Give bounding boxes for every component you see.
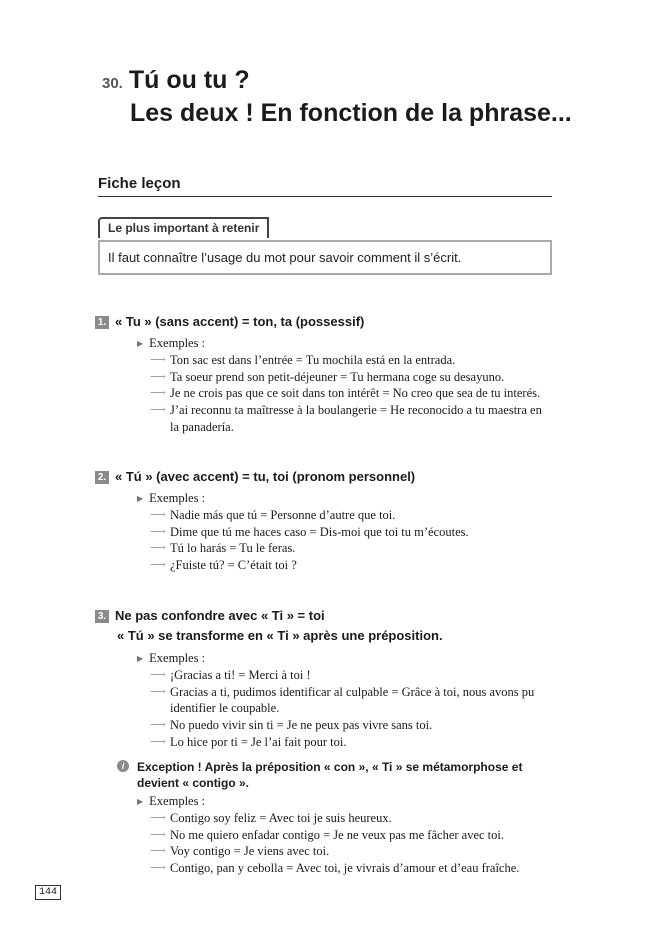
arrow-icon: ⟶ (150, 845, 166, 858)
arrow-icon: ⟶ (150, 387, 166, 400)
arrow-icon: ⟶ (150, 862, 166, 875)
list-item: ⟶ No puedo vivir sin ti = Je ne peux pas vivre sans toi. (150, 718, 433, 733)
list-item: ⟶ Contigo, pan y cebolla = Avec toi, je vivrais d’amour et d’eau fraîche. (150, 861, 520, 876)
arrow-icon: ⟶ (150, 525, 166, 538)
section-3-examples (150, 667, 570, 751)
retenir-tab: Le plus important à retenir (98, 217, 269, 238)
fiche-label: Fiche leçon (98, 175, 181, 192)
exception-note (117, 759, 557, 791)
arrow-icon: ⟶ (150, 735, 166, 748)
section-title: « Tú » (avec accent) = tu, toi (pronom personnel) (115, 469, 416, 484)
triangle-bullet-icon: ▶ (137, 797, 144, 806)
arrow-icon: ⟶ (150, 669, 166, 681)
list-item: ⟶ Lo hice por ti = Je l’ai fait pour toi. (150, 734, 347, 749)
list-item: ⟶ Voy contigo = Je viens avec toi. (150, 844, 330, 859)
retenir-box: Il faut connaître l’usage du mot pour savoir comment il s’écrit. (98, 240, 552, 275)
arrow-icon: ⟶ (150, 509, 166, 521)
section-2-examples (150, 507, 570, 574)
list-item: ⟶ No me quiero enfadar contigo = Je ne veux pas me fâcher avec toi. (150, 827, 504, 842)
triangle-bullet-icon: ▶ (137, 494, 144, 503)
section-3-subtitle: « Tú » se transforme en « Ti » après une préposition. (117, 628, 443, 643)
section-1-heading (95, 314, 364, 329)
exception-text: Exception ! Après la préposition « con », « Ti » se métamorphose et devient « contigo ». (137, 760, 523, 790)
title-line-1: Tú ou tu ? (128, 66, 250, 94)
list-item: ⟶ Je ne crois pas que ce soit dans ton intérêt = No creo que sea de tu interés. (150, 386, 541, 401)
examples-label: ▶ Exemples : (137, 651, 206, 665)
examples-label: ▶ Exemples : (137, 794, 206, 808)
arrow-icon: ⟶ (150, 719, 166, 732)
page-number: 144 (35, 885, 61, 900)
triangle-bullet-icon: ▶ (137, 654, 144, 663)
section-title: Ne pas confondre avec « Ti » = toi (115, 608, 325, 623)
examples-label: ▶ Exemples : (137, 491, 206, 505)
section-badge: 1. (95, 316, 109, 329)
arrow-icon: ⟶ (150, 559, 166, 572)
info-icon: i (117, 760, 129, 772)
section-3-heading (95, 608, 325, 623)
arrow-icon: ⟶ (150, 542, 166, 555)
list-item: ⟶ Nadie más que tú = Personne d’autre que toi. (150, 508, 396, 522)
section-1-examples (150, 352, 570, 436)
list-item: ⟶ Contigo soy feliz = Avec toi je suis heureux. (150, 811, 392, 825)
exception-examples (150, 810, 570, 877)
section-badge: 2. (95, 471, 109, 484)
section-badge: 3. (95, 610, 109, 623)
arrow-icon: ⟶ (150, 685, 166, 698)
section-2-heading (95, 469, 415, 484)
title-line-2: Les deux ! En fonction de la phrase... (130, 99, 572, 127)
list-item: ⟶ Dime que tú me haces caso = Dis-moi que toi tu m’écoutes. (150, 524, 469, 539)
list-item: ⟶ ¡Gracias a ti! = Merci à toi ! (150, 668, 311, 682)
fiche-heading (98, 175, 552, 197)
arrow-icon: ⟶ (150, 404, 166, 417)
list-item: ⟶ Tú lo harás = Tu le feras. (150, 541, 296, 556)
examples-label: ▶ Exemples : (137, 336, 206, 350)
arrow-icon: ⟶ (150, 812, 166, 824)
list-item: ⟶ ¿Fuiste tú? = C’était toi ? (150, 558, 297, 573)
section-title: « Tu » (sans accent) = ton, ta (possessif) (115, 314, 365, 329)
arrow-icon: ⟶ (150, 354, 166, 366)
triangle-bullet-icon: ▶ (137, 339, 144, 348)
arrow-icon: ⟶ (150, 828, 166, 841)
list-item: ⟶ Gracias a ti, pudimos identificar al culpable = Grâce à toi, nous avons pu identifier le coupable. (150, 684, 535, 716)
list-item: ⟶ J’ai reconnu ta maîtresse à la boulangerie = He reconocido a tu maestra en la panadería. (150, 403, 542, 434)
chapter-title (102, 66, 572, 128)
list-item: ⟶ Ton sac est dans l’entrée = Tu mochila está en la entrada. (150, 353, 456, 367)
chapter-number: 30. (102, 75, 123, 92)
list-item: ⟶ Ta soeur prend son petit-déjeuner = Tu hermana coge su desayuno. (150, 369, 505, 384)
arrow-icon: ⟶ (150, 370, 166, 383)
